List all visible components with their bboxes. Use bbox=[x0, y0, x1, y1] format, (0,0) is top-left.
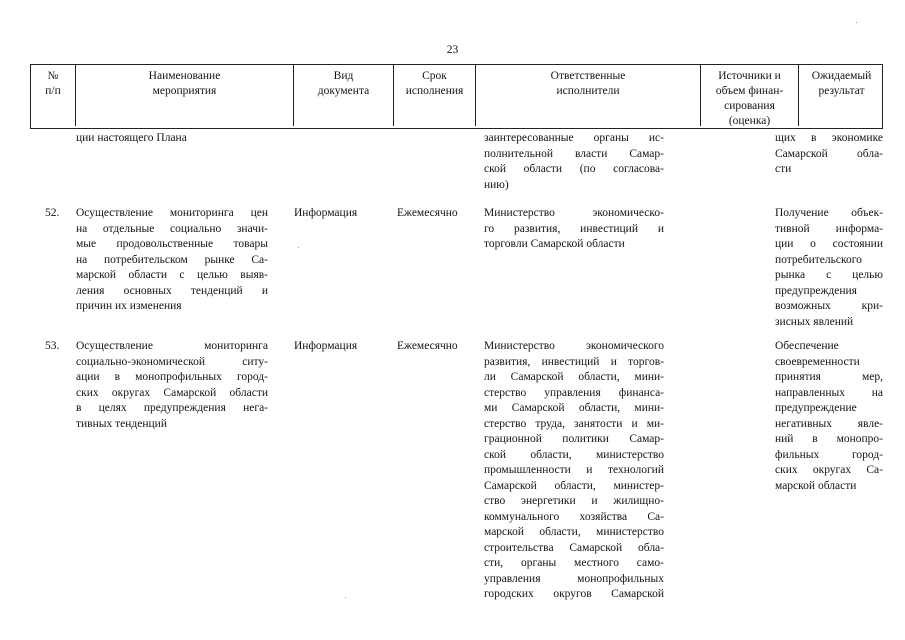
header-divider bbox=[30, 126, 883, 129]
header-number: № п/п bbox=[45, 70, 61, 97]
scan-speck bbox=[856, 22, 857, 23]
row-52-executors: Министерство экономическо- го развития, инвестиций и торговли Самарской области bbox=[484, 207, 664, 250]
row-53-number: 53. bbox=[45, 340, 60, 352]
header-executors: Ответственные исполнители bbox=[475, 65, 700, 126]
scan-speck bbox=[298, 247, 299, 248]
header-result: Ожидаемый результат bbox=[798, 65, 884, 126]
row-53-executors: Министерство экономического развития, инвестиций и торгов- ли Самарской области, мини- стерство управления финанса- ми Самарской области, мини- стерство труда, занятости и ми- грационной политики Самар- ской области, министерство промышленности и технологий Самарской области, министер- ство энергетики и жилищно- коммунального хозяйства Са- марской области, министерство строительства Самарской обла- сти, органы местного само- управления монопрофильных городских округов Самарской bbox=[484, 340, 664, 600]
row-53-result: Обеспечение своевременности принятия мер, направленных на предупреждение негативных явле- ний в монопро- фильных город- ских округах Са- марской области bbox=[775, 340, 883, 492]
header-name: Наименование мероприятия bbox=[75, 65, 293, 126]
scan-speck bbox=[345, 597, 346, 598]
row-53-term: Ежемесячно bbox=[397, 340, 458, 352]
page-number: 23 bbox=[446, 44, 459, 56]
row-52-doc-type: Информация bbox=[294, 207, 358, 219]
header-term: Срок исполнения bbox=[393, 65, 475, 126]
row-52-result: Получение объек- тивной информа- ции о состоянии потребительского рынка с целью предупреждения возможных кри- зисных явлений bbox=[775, 207, 883, 328]
row-53-name: Осуществление мониторинга социально-экономической ситу- ации в монопрофильных город- ских округах Самарской области в целях предупреждения нега- тивных тенденций bbox=[76, 340, 268, 430]
continuation-result: щих в экономике Самарской обла- сти bbox=[775, 132, 883, 175]
row-52-term: Ежемесячно bbox=[397, 207, 458, 219]
continuation-executors: заинтересованные органы ис- полнительной власти Самар- ской области (по согласова- нию) bbox=[484, 132, 664, 191]
row-52-name: Осуществление мониторинга цен на отдельные социально значи- мые продовольственные товары на потребительском рынке Са- марской области с целью выяв- ления основных тенденций и причин их изменения bbox=[76, 207, 268, 312]
row-52-number: 52. bbox=[45, 207, 60, 219]
table-header bbox=[30, 64, 883, 126]
header-funding: Источники и объем финан- сирования (оценка) bbox=[700, 65, 798, 126]
continuation-name: ции настоящего Плана bbox=[76, 132, 187, 144]
header-doc-type: Вид документа bbox=[293, 65, 393, 126]
row-53-doc-type: Информация bbox=[294, 340, 358, 352]
